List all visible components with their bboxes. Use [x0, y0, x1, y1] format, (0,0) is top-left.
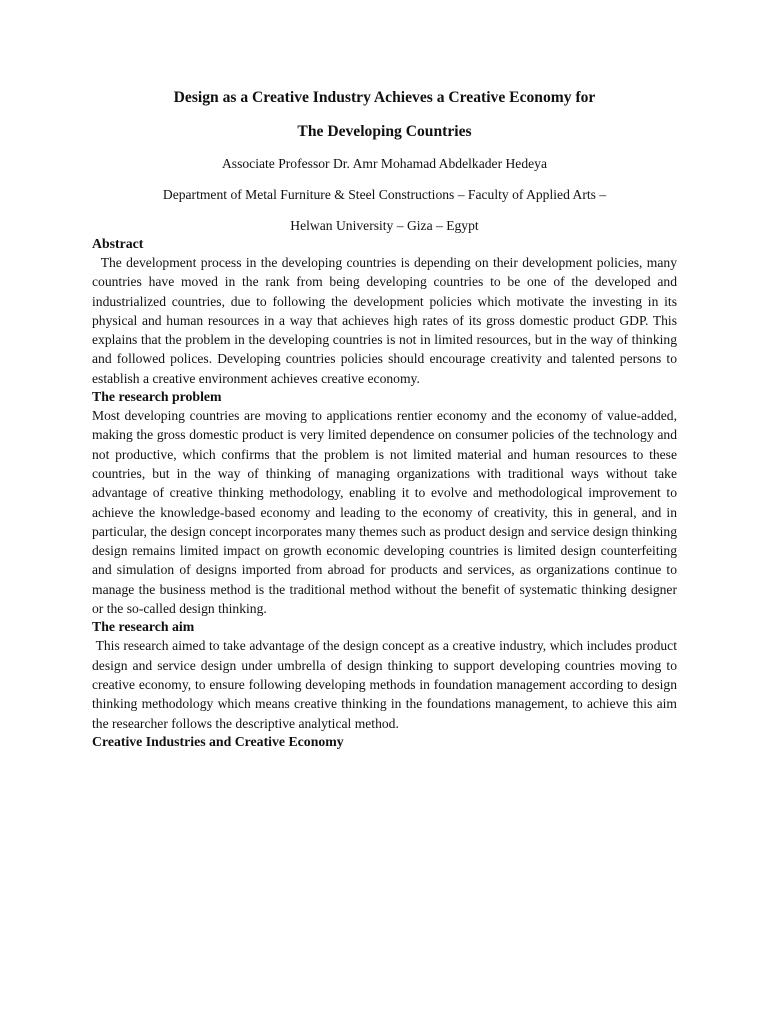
- research-problem-text: Most developing countries are moving to applications rentier economy and the economy of value-added, making the gross domestic product is very limited dependence on consumer policies of the technology and not productive, which confirms that the problem is not limited material and human resources to these countries, but in the way of thinking of managing organizations with traditional ways without take advantage of creative thinking methodology, enabling it to evolve and methodological improvement to achieve the knowledge-based economy and leading to the economy of creativity, this in general, and in particular, the design concept incorporates many themes such as product design and service design thinking design remains limited impact on growth economic developing countries is limited design counterfeiting and simulation of designs imported from abroad for products and services, as organizations continue to manage the business method is the traditional method without the benefit of systematic thinking designer or the so-called design thinking.: [92, 408, 677, 617]
- research-problem-heading: The research problem: [92, 389, 222, 405]
- author-line: Associate Professor Dr. Amr Mohamad Abdelkader Hedeya: [221, 156, 548, 171]
- research-aim-text: This research aimed to take advantage of the design concept as a creative industry, which includes product design and service design under umbrella of design thinking to support developing countries moving to creative economy, to ensure following developing methods in foundation management according to design thinking methodology which means creative thinking in the foundations management, to achieve this aim the researcher follows the descriptive analytical method.: [92, 638, 677, 731]
- research-aim-heading: The research aim: [92, 619, 195, 635]
- affiliation-line-2: Helwan University – Giza – Egypt: [290, 218, 479, 233]
- paper-title-line-2: The Developing Countries: [297, 123, 472, 140]
- creative-industries-heading: Creative Industries and Creative Economy: [92, 733, 344, 749]
- paper-title-line-1: Design as a Creative Industry Achieves a Creative Economy for: [173, 89, 596, 106]
- abstract-heading: Abstract: [92, 236, 144, 251]
- abstract-text: The development process in the developing countries is depending on their development policies, many countries have moved in the rank from being developing countries to be one of the developed and industrialized countries, due to following the development policies which motivate the investing in its physical and human resources in a way that achieves high rates of its gross domestic product GDP. This explains that the problem in the developing countries is not in limited resources, but in the way of thinking and followed polices. Developing countries policies should encourage creativity and talented persons to establish a creative environment achieves creative economy.: [92, 255, 677, 386]
- affiliation-line-1: Department of Metal Furniture & Steel Constructions – Faculty of Applied Arts –: [162, 187, 607, 202]
